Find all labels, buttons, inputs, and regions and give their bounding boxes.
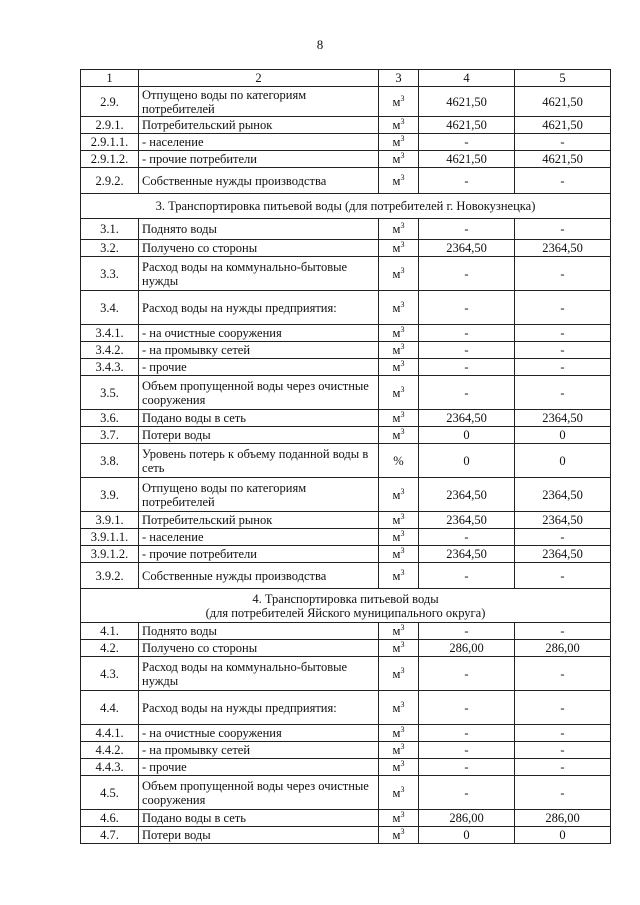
- row-number: 4.3.: [81, 657, 139, 691]
- table-row: [81, 563, 611, 589]
- unit-exponent: 3: [400, 665, 405, 675]
- table-row: [81, 776, 611, 810]
- value-col5: -: [515, 623, 611, 640]
- unit-label: м: [392, 726, 401, 740]
- unit-exponent: 3: [400, 116, 405, 126]
- indicator-name: Потребительский рынок: [139, 117, 379, 134]
- indicator-name: Поднято воды: [139, 623, 379, 640]
- table-row: [81, 219, 611, 240]
- row-number: 3.5.: [81, 376, 139, 410]
- indicator-name: Подано воды в сеть: [139, 810, 379, 827]
- unit-cell: [379, 342, 419, 359]
- value-col4: 0: [419, 427, 515, 444]
- column-number: 5: [515, 70, 611, 87]
- unit-label: м: [392, 743, 401, 757]
- row-number: 4.2.: [81, 640, 139, 657]
- unit-label: м: [392, 360, 401, 374]
- value-col4: 2364,50: [419, 410, 515, 427]
- table-row: [81, 325, 611, 342]
- unit-cell: [379, 444, 419, 478]
- row-number: 4.4.3.: [81, 759, 139, 776]
- indicator-name: Объем пропущенной воды через очистные сооружения: [139, 776, 379, 810]
- unit-exponent: 3: [400, 358, 405, 368]
- row-number: 4.6.: [81, 810, 139, 827]
- value-col4: 2364,50: [419, 546, 515, 563]
- row-number: 4.5.: [81, 776, 139, 810]
- value-col5: -: [515, 691, 611, 725]
- table-row: [81, 623, 611, 640]
- table-row: [81, 359, 611, 376]
- indicator-name: - на промывку сетей: [139, 742, 379, 759]
- indicator-name: Собственные нужды производства: [139, 168, 379, 194]
- row-number: 3.9.1.2.: [81, 546, 139, 563]
- indicator-name: Потери воды: [139, 827, 379, 844]
- value-col5: 2364,50: [515, 512, 611, 529]
- indicator-name: - население: [139, 529, 379, 546]
- indicator-name: - население: [139, 134, 379, 151]
- indicator-name: - прочие потребители: [139, 151, 379, 168]
- unit-cell: [379, 546, 419, 563]
- value-col5: 0: [515, 427, 611, 444]
- indicator-name: Отпущено воды по категориям потребителей: [139, 478, 379, 512]
- section-title: [81, 194, 611, 219]
- column-number: 4: [419, 70, 515, 87]
- row-number: 3.9.2.: [81, 563, 139, 589]
- indicator-name: Расход воды на коммунально-бытовые нужды: [139, 657, 379, 691]
- row-number: 4.4.2.: [81, 742, 139, 759]
- table-row: [81, 257, 611, 291]
- row-number: 3.8.: [81, 444, 139, 478]
- indicator-name: - на очистные сооружения: [139, 725, 379, 742]
- table-row: [81, 376, 611, 410]
- table-row: [81, 134, 611, 151]
- unit-cell: [379, 134, 419, 151]
- value-col5: 286,00: [515, 640, 611, 657]
- indicator-name: - на промывку сетей: [139, 342, 379, 359]
- table-row: [81, 240, 611, 257]
- indicator-name: Потребительский рынок: [139, 512, 379, 529]
- unit-label: м: [392, 624, 401, 638]
- row-number: 3.7.: [81, 427, 139, 444]
- indicator-name: Получено со стороны: [139, 240, 379, 257]
- table-row: [81, 529, 611, 546]
- unit-label: м: [392, 343, 401, 357]
- unit-label: м: [392, 828, 401, 842]
- indicator-name: Расход воды на нужды предприятия:: [139, 291, 379, 325]
- table-row: [81, 810, 611, 827]
- value-col4: -: [419, 742, 515, 759]
- indicator-name: - прочие потребители: [139, 546, 379, 563]
- section-header-row: [81, 589, 611, 623]
- unit-cell: [379, 691, 419, 725]
- unit-cell: [379, 257, 419, 291]
- table-row: [81, 342, 611, 359]
- unit-exponent: 3: [400, 220, 405, 230]
- value-col5: -: [515, 759, 611, 776]
- row-number: 3.9.1.: [81, 512, 139, 529]
- value-col4: 4621,50: [419, 117, 515, 134]
- value-col4: 0: [419, 827, 515, 844]
- value-col4: -: [419, 168, 515, 194]
- unit-cell: [379, 168, 419, 194]
- unit-cell: [379, 529, 419, 546]
- value-col4: -: [419, 376, 515, 410]
- unit-label: м: [392, 385, 401, 400]
- table-row: [81, 759, 611, 776]
- value-col4: -: [419, 623, 515, 640]
- unit-exponent: 3: [400, 545, 405, 555]
- unit-exponent: 3: [400, 699, 405, 709]
- value-col5: 2364,50: [515, 410, 611, 427]
- column-number: 3: [379, 70, 419, 87]
- unit-cell: [379, 563, 419, 589]
- value-col4: -: [419, 342, 515, 359]
- table-row: [81, 117, 611, 134]
- value-col5: 4621,50: [515, 117, 611, 134]
- unit-label: м: [392, 785, 401, 800]
- indicator-name: Расход воды на нужды предприятия:: [139, 691, 379, 725]
- table-row: [81, 742, 611, 759]
- row-number: 3.4.3.: [81, 359, 139, 376]
- unit-exponent: 3: [400, 741, 405, 751]
- unit-label: м: [392, 700, 401, 715]
- unit-exponent: 3: [400, 622, 405, 632]
- value-col4: 4621,50: [419, 151, 515, 168]
- table-row: [81, 410, 611, 427]
- unit-cell: [379, 512, 419, 529]
- value-col5: -: [515, 359, 611, 376]
- unit-label: м: [392, 173, 401, 188]
- unit-exponent: 3: [400, 341, 405, 351]
- value-col5: -: [515, 776, 611, 810]
- unit-exponent: 3: [400, 409, 405, 419]
- row-number: 2.9.: [81, 87, 139, 117]
- value-col5: -: [515, 725, 611, 742]
- indicator-name: Подано воды в сеть: [139, 410, 379, 427]
- unit-label: м: [392, 94, 401, 109]
- unit-label: м: [392, 300, 401, 315]
- unit-exponent: 3: [400, 150, 405, 160]
- row-number: 2.9.1.: [81, 117, 139, 134]
- unit-label: м: [392, 568, 401, 583]
- row-number: 3.4.2.: [81, 342, 139, 359]
- table-row: [81, 291, 611, 325]
- column-number-row: [81, 70, 611, 87]
- value-col5: 2364,50: [515, 240, 611, 257]
- value-col5: -: [515, 563, 611, 589]
- unit-label: м: [392, 641, 401, 655]
- unit-cell: [379, 117, 419, 134]
- row-number: 3.1.: [81, 219, 139, 240]
- indicator-name: - прочие: [139, 359, 379, 376]
- table-row: [81, 427, 611, 444]
- unit-cell: [379, 827, 419, 844]
- value-col5: 4621,50: [515, 151, 611, 168]
- value-col5: -: [515, 529, 611, 546]
- row-number: 3.9.1.1.: [81, 529, 139, 546]
- unit-exponent: 3: [400, 809, 405, 819]
- table-row: [81, 151, 611, 168]
- unit-exponent: 3: [400, 724, 405, 734]
- row-number: 4.1.: [81, 623, 139, 640]
- table-row: [81, 725, 611, 742]
- value-col4: -: [419, 725, 515, 742]
- unit-label: м: [392, 266, 401, 281]
- indicator-name: Потери воды: [139, 427, 379, 444]
- value-col4: -: [419, 291, 515, 325]
- value-col5: -: [515, 291, 611, 325]
- row-number: 4.4.: [81, 691, 139, 725]
- unit-exponent: 3: [400, 511, 405, 521]
- indicator-name: Отпущено воды по категориям потребителей: [139, 87, 379, 117]
- unit-label: м: [392, 666, 401, 681]
- section-title-line: (для потребителей Яйского муниципального округа): [205, 605, 486, 620]
- indicator-name: - прочие: [139, 759, 379, 776]
- row-number: 4.4.1.: [81, 725, 139, 742]
- unit-label: м: [392, 487, 401, 502]
- table-body: [81, 70, 611, 844]
- column-number: 2: [139, 70, 379, 87]
- table-row: [81, 168, 611, 194]
- unit-cell: [379, 776, 419, 810]
- value-col4: -: [419, 257, 515, 291]
- unit-cell: [379, 240, 419, 257]
- unit-label: %: [393, 453, 404, 468]
- value-col5: -: [515, 376, 611, 410]
- row-number: 3.2.: [81, 240, 139, 257]
- value-col4: 2364,50: [419, 240, 515, 257]
- table-row: [81, 691, 611, 725]
- value-col4: -: [419, 759, 515, 776]
- value-col4: 286,00: [419, 810, 515, 827]
- table-row: [81, 827, 611, 844]
- indicator-name: Собственные нужды производства: [139, 563, 379, 589]
- value-col4: 2364,50: [419, 512, 515, 529]
- unit-cell: [379, 759, 419, 776]
- value-col5: 0: [515, 827, 611, 844]
- indicator-name: Уровень потерь к объему поданной воды в сеть: [139, 444, 379, 478]
- value-col4: -: [419, 359, 515, 376]
- row-number: 2.9.2.: [81, 168, 139, 194]
- value-col4: -: [419, 134, 515, 151]
- table-row: [81, 87, 611, 117]
- indicator-name: Расход воды на коммунально-бытовые нужды: [139, 257, 379, 291]
- unit-exponent: 3: [400, 93, 405, 103]
- table-row: [81, 512, 611, 529]
- page-number: 8: [316, 37, 324, 52]
- row-number: 3.3.: [81, 257, 139, 291]
- value-col4: 286,00: [419, 640, 515, 657]
- unit-exponent: 3: [400, 239, 405, 249]
- unit-cell: [379, 657, 419, 691]
- value-col4: -: [419, 325, 515, 342]
- value-col4: -: [419, 219, 515, 240]
- unit-exponent: 3: [400, 426, 405, 436]
- unit-exponent: 3: [400, 486, 405, 496]
- value-col4: -: [419, 691, 515, 725]
- unit-exponent: 3: [400, 384, 405, 394]
- value-col5: -: [515, 168, 611, 194]
- row-number: 3.4.1.: [81, 325, 139, 342]
- indicator-name: - на очистные сооружения: [139, 325, 379, 342]
- unit-exponent: 3: [400, 639, 405, 649]
- value-col5: 286,00: [515, 810, 611, 827]
- value-col4: -: [419, 657, 515, 691]
- section-title-line: 4. Транспортировка питьевой воды: [252, 591, 439, 606]
- unit-cell: [379, 478, 419, 512]
- unit-exponent: 3: [400, 133, 405, 143]
- unit-label: м: [392, 135, 401, 149]
- value-col5: -: [515, 342, 611, 359]
- unit-cell: [379, 87, 419, 117]
- unit-cell: [379, 359, 419, 376]
- value-col5: -: [515, 657, 611, 691]
- value-col5: 2364,50: [515, 478, 611, 512]
- section-title: [81, 589, 611, 623]
- value-col4: -: [419, 776, 515, 810]
- unit-label: м: [392, 326, 401, 340]
- unit-exponent: 3: [400, 528, 405, 538]
- value-col4: -: [419, 529, 515, 546]
- section-title-line: 3. Транспортировка питьевой воды (для потребителей г. Новокузнецка): [155, 199, 536, 213]
- table-row: [81, 478, 611, 512]
- unit-exponent: 3: [400, 265, 405, 275]
- unit-label: м: [392, 428, 401, 442]
- water-balance-table: [80, 69, 611, 844]
- unit-cell: [379, 410, 419, 427]
- value-col5: 0: [515, 444, 611, 478]
- unit-cell: [379, 325, 419, 342]
- unit-label: м: [392, 760, 401, 774]
- table-row: [81, 640, 611, 657]
- value-col4: 4621,50: [419, 87, 515, 117]
- unit-cell: [379, 742, 419, 759]
- unit-label: м: [392, 118, 401, 132]
- row-number: 4.7.: [81, 827, 139, 844]
- indicator-name: Поднято воды: [139, 219, 379, 240]
- row-number: 3.6.: [81, 410, 139, 427]
- unit-exponent: 3: [400, 299, 405, 309]
- unit-label: м: [392, 152, 401, 166]
- unit-cell: [379, 623, 419, 640]
- unit-label: м: [392, 530, 401, 544]
- unit-label: м: [392, 811, 401, 825]
- value-col5: -: [515, 219, 611, 240]
- unit-label: м: [392, 513, 401, 527]
- table-row: [81, 546, 611, 563]
- unit-label: м: [392, 547, 401, 561]
- unit-exponent: 3: [400, 172, 405, 182]
- value-col5: 2364,50: [515, 546, 611, 563]
- row-number: 3.9.: [81, 478, 139, 512]
- table-row: [81, 444, 611, 478]
- value-col5: 4621,50: [515, 87, 611, 117]
- value-col5: -: [515, 257, 611, 291]
- unit-cell: [379, 219, 419, 240]
- unit-exponent: 3: [400, 324, 405, 334]
- row-number: 2.9.1.2.: [81, 151, 139, 168]
- unit-cell: [379, 376, 419, 410]
- value-col4: 0: [419, 444, 515, 478]
- unit-cell: [379, 810, 419, 827]
- row-number: 2.9.1.1.: [81, 134, 139, 151]
- unit-exponent: 3: [400, 567, 405, 577]
- unit-cell: [379, 725, 419, 742]
- row-number: 3.4.: [81, 291, 139, 325]
- indicator-name: Получено со стороны: [139, 640, 379, 657]
- value-col4: 2364,50: [419, 478, 515, 512]
- unit-cell: [379, 427, 419, 444]
- column-number: 1: [81, 70, 139, 87]
- value-col5: -: [515, 325, 611, 342]
- unit-exponent: 3: [400, 758, 405, 768]
- unit-label: м: [392, 241, 401, 255]
- indicator-name: Объем пропущенной воды через очистные сооружения: [139, 376, 379, 410]
- unit-cell: [379, 291, 419, 325]
- unit-exponent: 3: [400, 826, 405, 836]
- value-col5: -: [515, 742, 611, 759]
- unit-label: м: [392, 411, 401, 425]
- unit-exponent: 3: [400, 784, 405, 794]
- unit-cell: [379, 151, 419, 168]
- unit-cell: [379, 640, 419, 657]
- value-col5: -: [515, 134, 611, 151]
- value-col4: -: [419, 563, 515, 589]
- table-row: [81, 657, 611, 691]
- section-header-row: [81, 194, 611, 219]
- unit-label: м: [392, 222, 401, 236]
